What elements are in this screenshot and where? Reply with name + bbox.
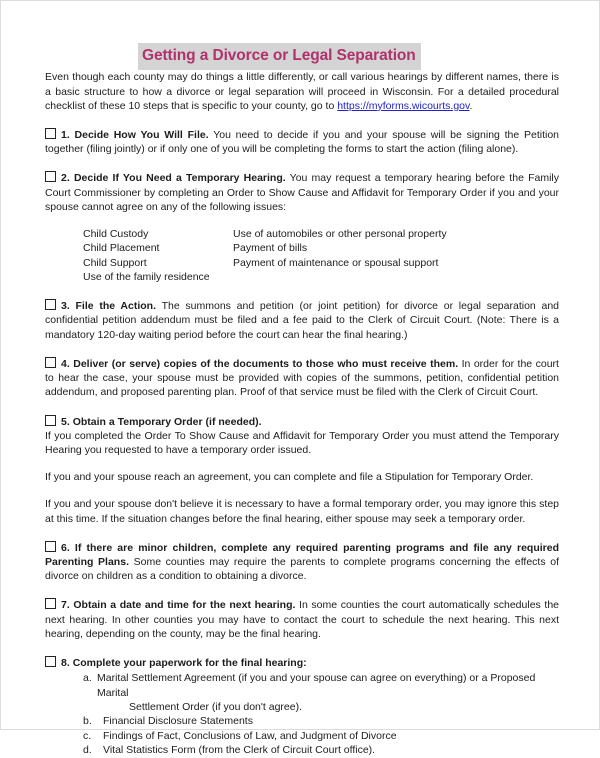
checkbox-step-1[interactable] [45, 128, 56, 139]
intro-paragraph [45, 70, 559, 113]
step-7 [45, 598, 559, 641]
step-3 [45, 299, 559, 342]
step-5-number: 5. [61, 415, 70, 428]
step-5 [45, 415, 559, 526]
sublist-letter: b. [83, 715, 92, 728]
checkbox-step-3[interactable] [45, 299, 56, 310]
issues-left-column [83, 227, 233, 284]
wicourts-link[interactable]: https://myforms.wicourts.gov [337, 99, 470, 112]
step-6-body: Some counties may require the parents to complete programs concerning the effects of divorce on children as a condition to obtaining a divorce. [45, 555, 559, 583]
sublist-item-continuation: Settlement Order (if you don't agree). [129, 700, 303, 713]
checkbox-step-6[interactable] [45, 541, 56, 552]
page-title-container [1, 43, 599, 70]
sublist-text: Findings of Fact, Conclusions of Law, and Judgment of Divorce [103, 729, 397, 742]
sublist-text: Vital Statistics Form (from the Clerk of Circuit Court office). [103, 744, 376, 757]
step-8-text [45, 656, 559, 670]
document-sheet [1, 1, 599, 758]
step-5-paragraph-1: If you completed the Order To Show Cause and Affidavit for Temporary Order you must attend the Temporary Hearing you requested to have a temporary order issued. [45, 429, 559, 456]
document-body [1, 70, 599, 757]
issue-item: Child Placement [83, 242, 160, 255]
step-5-lead: Obtain a Temporary Order (if needed). [72, 415, 262, 428]
step-1 [45, 128, 559, 156]
issues-right-column [233, 227, 559, 284]
step-5-paragraph-3: If you and your spouse don't believe it is necessary to have a formal temporary order, you may ignore this step at this time. If the situation changes before the final hearing, either spouse may seek a temporary order. [45, 498, 559, 525]
step-2-lead: Decide If You Need a Temporary Hearing. [73, 172, 286, 185]
step-1-lead: Decide How You Will File. [74, 129, 209, 142]
step-7-text [45, 598, 559, 641]
step-3-text [45, 299, 559, 342]
sublist-letter: d. [83, 744, 92, 757]
step-6-lead: If there are minor children, complete any required parenting programs and file any required Parenting Plans. [45, 541, 560, 568]
sublist-letter: c. [83, 729, 92, 742]
sublist-item [83, 743, 559, 757]
step-8-lead: Complete your paperwork for the final hearing: [72, 656, 307, 669]
step-7-lead: Obtain a date and time for the next hearing. [73, 599, 296, 612]
checkbox-step-4[interactable] [45, 357, 56, 368]
sublist-item [83, 714, 559, 728]
step-5-text [45, 415, 559, 429]
issues-list [45, 227, 559, 284]
step-4-number: 4. [61, 357, 70, 370]
step-2-number: 2. [61, 172, 70, 185]
step-4-body: In order for the court to hear the case, your spouse must be provided with copies of the summons, petition, confidential petition addendum, and proposed parenting plan. Proof of that service must be filed with the Clerk of Circuit Court. [45, 357, 559, 399]
step-7-body: In some counties the court automatically schedules the next hearing. In other counties you may have to contact the court to schedule the next hearing. This next hearing, depending on the county, may be the final hearing. [45, 599, 559, 640]
step-6-number: 6. [61, 541, 70, 554]
step-6-text [45, 541, 559, 584]
step-4 [45, 357, 559, 400]
step-2-text [45, 171, 559, 214]
step-7-number: 7. [61, 599, 70, 612]
step-8-number: 8. [61, 656, 70, 669]
sublist-text: Marital Settlement Agreement (if you and your spouse can agree on everything) or a Proposed Marital [97, 672, 536, 699]
issue-item: Child Custody [83, 228, 149, 241]
checkbox-step-8[interactable] [45, 656, 56, 667]
step-5-paragraph-2: If you and your spouse reach an agreement, you can complete and file a Stipulation for Temporary Order. [45, 471, 534, 484]
checkbox-step-5[interactable] [45, 415, 56, 426]
step-8 [45, 656, 559, 758]
intro-text-before-link: Even though each county may do things a little differently, or call various hearings by different names, there is a basic structure to how a divorce or legal separation will proceed in Wisconsin. For a detailed procedural checklist of these 10 steps that is specific to your county, go to [45, 71, 559, 112]
step-6 [45, 541, 559, 584]
issue-item: Use of the family residence [83, 270, 210, 283]
step-4-text [45, 357, 559, 400]
issue-item: Payment of maintenance or spousal support [233, 256, 439, 269]
issue-item: Payment of bills [233, 242, 308, 255]
step-1-number: 1. [61, 129, 70, 142]
intro-text-after-link: . [469, 99, 473, 112]
issue-item: Use of automobiles or other personal property [233, 228, 447, 241]
step-2 [45, 171, 559, 284]
step-8-sublist [45, 671, 559, 757]
step-3-body: The summons and petition (or joint petition) for divorce or legal separation and confidential petition addendum must be filed and a fee paid to the Clerk of Circuit Court. (Note: There is a mandatory 120-day waiting period before the court can hear the final hearing.) [45, 300, 560, 341]
page-title: Getting a Divorce or Legal Separation [138, 43, 421, 70]
checkbox-step-2[interactable] [45, 171, 56, 182]
step-1-body: You need to decide if you and your spouse will be signing the Petition together (filing jointly) or if only one of you will be completing the forms to start the action (filing alone). [45, 129, 560, 156]
sublist-letter: a. [83, 672, 92, 685]
step-4-lead: Deliver (or serve) copies of the documents to those who must receive them. [73, 357, 459, 370]
step-3-number: 3. [61, 300, 70, 313]
sublist-item [83, 671, 559, 700]
step-2-body: You may request a temporary hearing before the Family Court Commissioner by completing an Order to Show Cause and Affidavit for Temporary Order if you and your spouse cannot agree on any of the following issues: [45, 172, 559, 213]
step-3-lead: File the Action. [75, 300, 157, 313]
issue-item: Child Support [83, 256, 147, 269]
sublist-item [83, 729, 559, 743]
sublist-text: Financial Disclosure Statements [103, 715, 253, 728]
checkbox-step-7[interactable] [45, 598, 56, 609]
step-1-text [45, 128, 559, 156]
